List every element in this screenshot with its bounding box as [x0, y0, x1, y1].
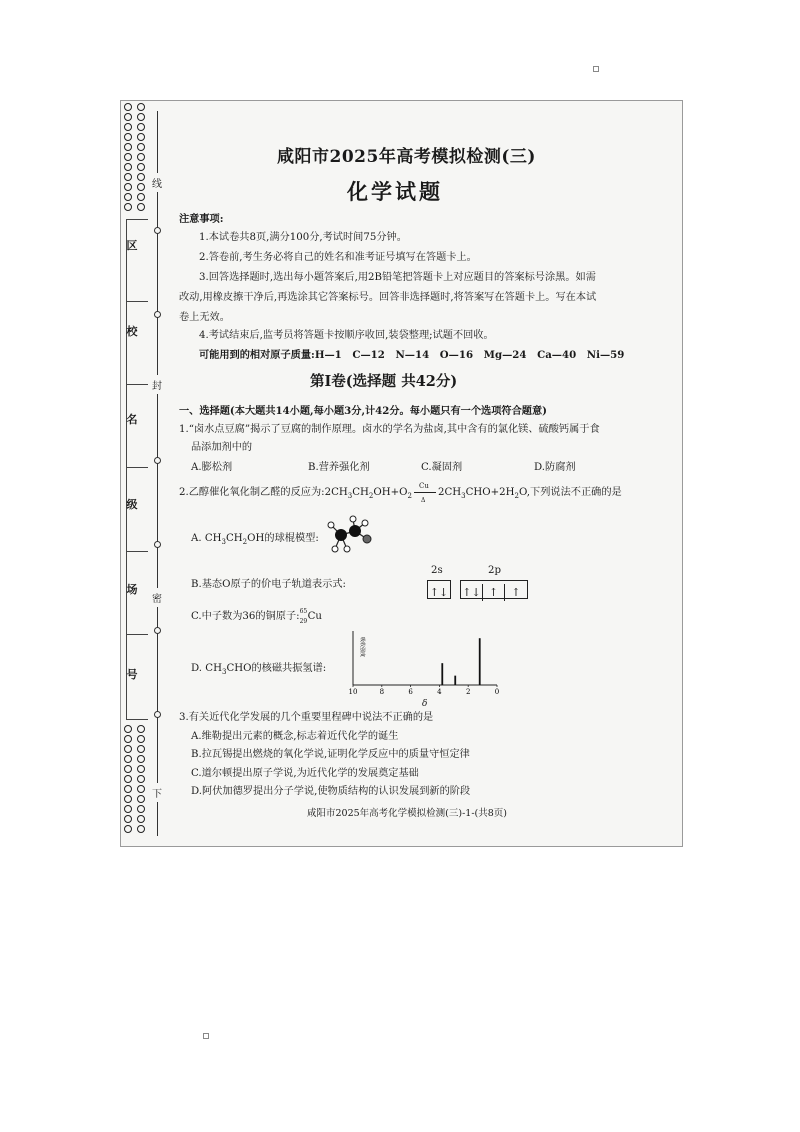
atomic-mass-label: 可能用到的相对原子质量: — [199, 349, 315, 361]
q3-option-b: B.拉瓦锡提出燃烧的氧化学说,证明化学反应中的质量守恒定律 — [191, 749, 470, 760]
page-marker-top — [593, 66, 599, 72]
binding-hole — [137, 133, 145, 141]
hydrogen-atom — [344, 546, 350, 552]
q2-option-d: D. $CH_3CHO$的核磁共振氢谱: — [191, 663, 327, 677]
notice-item-2: 2.答卷前,考生务必将自己的姓名和准考证号填写在答题卡上。 — [199, 252, 477, 263]
nmr-tick-label: 8 — [379, 688, 385, 695]
nmr-tick-label: 6 — [408, 688, 413, 695]
binding-hole — [137, 735, 145, 743]
binding-hole — [124, 725, 132, 733]
seal-mark-seal: 封 — [152, 375, 162, 394]
binding-hole — [137, 193, 145, 201]
binding-strip — [121, 101, 177, 846]
binding-dot — [154, 711, 161, 718]
field-label-district: 区 — [126, 239, 138, 252]
catalyst-label: Cu — [418, 482, 429, 490]
carbon-atom — [349, 525, 361, 537]
exam-content — [177, 101, 677, 846]
binding-hole — [124, 785, 132, 793]
binding-hole — [137, 123, 145, 131]
binding-hole — [137, 153, 145, 161]
nmr-peak-3 — [454, 676, 456, 685]
field-label-room: 场 — [126, 583, 138, 596]
q1-option-c: C.凝固剂 — [421, 462, 463, 473]
binding-hole — [137, 143, 145, 151]
atomic-mass-values: H—1 C—12 N—14 O—16 Mg—24 Ca—40 Ni—59 — [314, 349, 625, 361]
field-label-number: 号 — [126, 668, 138, 681]
binding-hole — [137, 183, 145, 191]
binding-cut-line — [157, 111, 158, 836]
binding-hole — [137, 795, 145, 803]
binding-hole — [137, 725, 145, 733]
binding-hole — [137, 765, 145, 773]
binding-dot — [154, 311, 161, 318]
nuclide-mass: 65 — [299, 608, 308, 615]
binding-hole — [137, 745, 145, 753]
q1-option-d: D.防腐剂 — [534, 462, 576, 473]
binding-hole — [124, 193, 132, 201]
hydrogen-atom — [332, 546, 338, 552]
q2-option-a: A. $CH_3CH_2OH$的球棍模型: — [191, 533, 319, 547]
q3-option-a: A.维勒提出元素的概念,标志着近代化学的诞生 — [191, 731, 399, 742]
notice-item-3: 3.回答选择题时,选出每小题答案后,用2B铅笔把答题卡上对应题目的答案标号涂黑。如需 — [199, 272, 596, 283]
q1-stem-cont: 品添加剂中的 — [191, 442, 253, 453]
hydrogen-atom — [328, 522, 334, 528]
carbon-atom — [335, 529, 347, 541]
nmr-tick-label: 2 — [465, 688, 471, 695]
oxygen-atom — [363, 535, 371, 543]
q3-stem: 3.有关近代化学发展的几个重要里程碑中说法不正确的是 — [179, 712, 434, 723]
section-intro: 一、选择题(本大题共14小题,每小题3分,计42分。每小题只有一个选项符合题意) — [179, 405, 547, 417]
binding-hole — [137, 163, 145, 171]
binding-hole — [124, 795, 132, 803]
binding-hole — [137, 805, 145, 813]
orbital-2s-label: 2s — [431, 565, 443, 576]
q3-option-d: D.阿伏加德罗提出分子学说,使物质结构的认识发展到新的阶段 — [191, 786, 471, 797]
binding-hole — [124, 183, 132, 191]
orbital-2p-box — [460, 580, 528, 599]
orbital-2s-cell: ↑↓ — [429, 586, 449, 599]
page-marker-bottom — [203, 1033, 209, 1039]
notice-heading: 注意事项: — [179, 213, 224, 225]
binding-hole — [124, 765, 132, 773]
notice-item-4: 4.考试结束后,监考员将答题卡按顺序收回,装袋整理;试题不回收。 — [199, 330, 494, 341]
binding-dot — [154, 541, 161, 548]
binding-hole — [124, 173, 132, 181]
orbital-2p-cell-1: ↑↓ — [461, 584, 483, 601]
q2-option-b: B.基态O原子的价电子轨道表示式: — [191, 579, 346, 590]
binding-hole — [137, 825, 145, 833]
orbital-2p-cell-3: ↑ — [511, 586, 521, 599]
field-label-school: 校 — [126, 325, 138, 338]
binding-hole — [137, 173, 145, 181]
binding-hole — [124, 805, 132, 813]
orbital-2s-box — [427, 580, 451, 599]
binding-hole — [124, 153, 132, 161]
atomic-mass-line — [199, 349, 624, 361]
notice-item-1: 1.本试卷共8页,满分100分,考试时间75分钟。 — [199, 232, 407, 243]
condition-label: Δ — [420, 497, 426, 504]
orbital-2p-label: 2p — [488, 565, 502, 576]
q2-option-c: C.中子数为36的铜原子: 65 29 Cu — [191, 611, 322, 623]
binding-dot — [154, 457, 161, 464]
binding-box-line — [126, 219, 127, 719]
binding-hole — [124, 755, 132, 763]
exam-title: 咸阳市2025年高考模拟检测(三) — [277, 147, 536, 167]
page-footer: 咸阳市2025年高考化学模拟检测(三)-1-(共8页) — [307, 808, 508, 819]
binding-dot — [154, 627, 161, 634]
binding-hole — [137, 103, 145, 111]
nmr-y-label: 吸收强度 — [359, 637, 365, 658]
nmr-spectrum-chart — [347, 629, 501, 695]
binding-hole — [124, 103, 132, 111]
binding-hole — [124, 113, 132, 121]
binding-hole — [124, 143, 132, 151]
binding-holes-top — [124, 103, 148, 213]
binding-hole — [124, 163, 132, 171]
binding-hole — [137, 203, 145, 211]
binding-holes-bottom — [124, 725, 148, 835]
hydrogen-atom — [350, 516, 356, 522]
nuclide-symbol: Cu — [307, 611, 322, 622]
binding-hole — [124, 123, 132, 131]
q1-option-b: B.营养强化剂 — [308, 462, 370, 473]
binding-hole — [137, 815, 145, 823]
exam-subject: 化学试题 — [347, 179, 443, 204]
binding-hole — [124, 815, 132, 823]
binding-hole — [137, 113, 145, 121]
field-label-class: 级 — [126, 498, 138, 511]
binding-hole — [124, 203, 132, 211]
seal-mark-line: 线 — [152, 173, 162, 192]
binding-hole — [137, 775, 145, 783]
binding-dot — [154, 227, 161, 234]
q3-option-c: C.道尔顿提出原子学说,为近代化学的发展奠定基础 — [191, 768, 419, 779]
ball-stick-model — [325, 515, 373, 557]
binding-hole — [124, 825, 132, 833]
binding-hole — [124, 133, 132, 141]
reaction-arrow — [412, 482, 438, 504]
q1-option-a: A.膨松剂 — [191, 462, 233, 473]
q2-stem: 2.乙醇催化氧化制乙醛的反应为$:2CH_3CH_2OH+O_2$ $\frac{Cu}{\Delta}$ $2CH_3CHO+2H_2O$,下列说法不正确的是 — [179, 487, 622, 502]
hydrogen-atom — [362, 520, 368, 526]
binding-hole — [137, 755, 145, 763]
section-title: 第Ⅰ卷(选择题 共42分) — [310, 373, 458, 390]
nuclide-number: 29 — [299, 618, 308, 625]
nmr-tick-label: 0 — [494, 688, 500, 695]
binding-hole — [124, 775, 132, 783]
nuclide-notation — [299, 608, 322, 625]
binding-hole — [124, 745, 132, 753]
seal-mark-below: 下 — [152, 783, 162, 802]
exam-sheet — [120, 100, 683, 847]
q1-stem: 1.“卤水点豆腐”揭示了豆腐的制作原理。卤水的学名为盐卤,其中含有的氯化镁、硫酸钙属于食 — [179, 424, 600, 435]
binding-hole — [137, 785, 145, 793]
field-label-name: 名 — [126, 413, 138, 426]
nmr-tick-label: 10 — [348, 688, 358, 695]
notice-item-3-cont: 改动,用橡皮擦干净后,再选涂其它答案标号。回答非选择题时,将答案写在答题卡上。写在本试 — [179, 292, 597, 303]
nmr-x-label: δ — [422, 699, 428, 709]
seal-mark-secret: 密 — [152, 588, 162, 607]
orbital-2p-cell-2: ↑ — [483, 584, 505, 601]
nmr-tick-label: 4 — [437, 688, 442, 695]
notice-item-3-end: 卷上无效。 — [179, 312, 230, 323]
binding-hole — [124, 735, 132, 743]
nmr-peak-4 — [479, 638, 481, 685]
nmr-peak-2 — [441, 663, 443, 685]
